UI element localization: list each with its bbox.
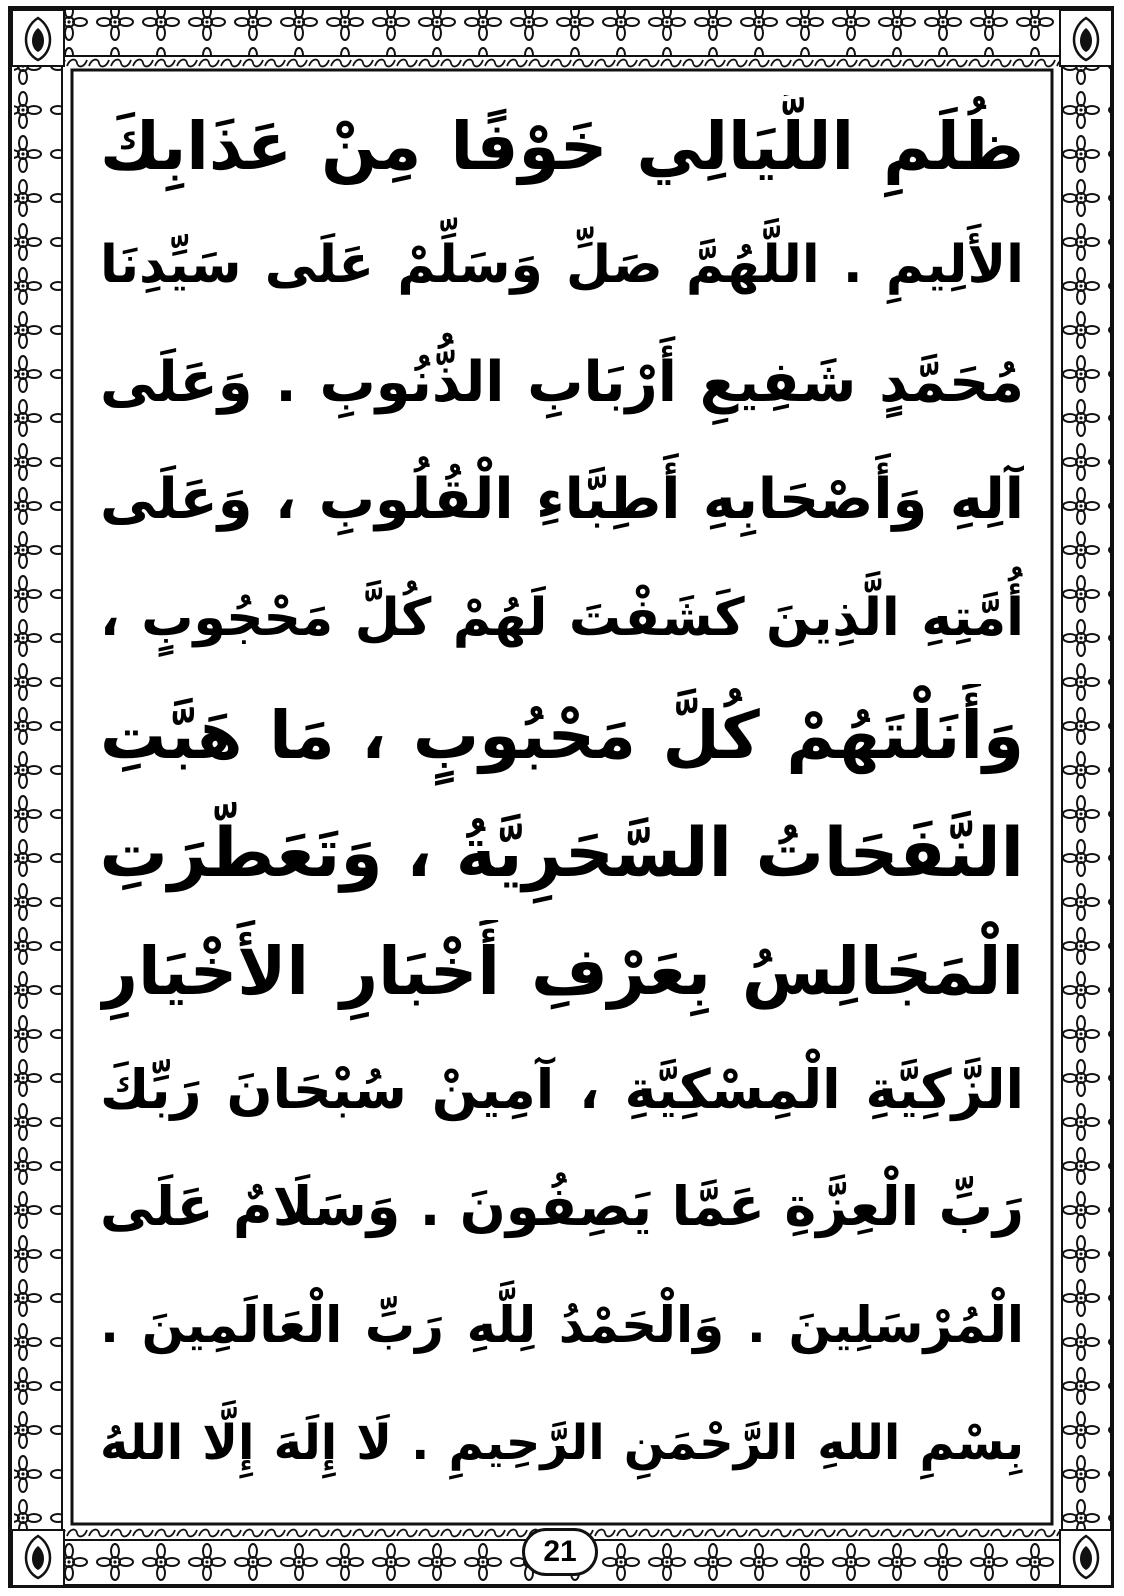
text-line: ظُلَمِ اللَّيَالِي خَوْفًا مِنْ عَذَابِكَ (100, 108, 1024, 185)
text-line: بِسْمِ اللهِ الرَّحْمَنِ الرَّحِيمِ . لَا إِلَهَ إِلَّا اللهُ (100, 1414, 1024, 1471)
text-line: وَأَنَلْتَهُمْ كُلَّ مَحْبُوبٍ ، مَا هَبَّتِ (100, 697, 1024, 775)
text-line: الْمَجَالِسُ بِعَرْفِ أَخْبَارِ الأَخْيَارِ (100, 932, 1024, 1010)
text-line: الْمُرْسَلِينَ . وَالْحَمْدُ لِلَّهِ رَبِّ الْعَالَمِينَ . (100, 1296, 1024, 1355)
text-line: الزَّكِيَّةِ الْمِسْكِيَّةِ ، آمِينْ سُبْحَانَ رَبِّكَ (100, 1057, 1024, 1121)
text-line: آلِهِ وَأَصْحَابِهِ أَطِبَّاءِ الْقُلُوبِ ، وَعَلَى (100, 467, 1024, 533)
text-line: أُمَّتِهِ الَّذِينَ كَشَفْتَ لَهُمْ كُلَّ مَحْجُوبٍ ، (100, 588, 1024, 649)
text-line: الأَلِيمِ . اللَّهُمَّ صَلِّ وَسَلِّمْ عَلَى سَيِّدِنَا (100, 234, 1024, 295)
text-line: مُحَمَّدٍ شَفِيعِ أَرْبَابِ الذُّنُوبِ . وَعَلَى (100, 349, 1024, 415)
text-line: رَبِّ الْعِزَّةِ عَمَّا يَصِفُونَ . وَسَلَامٌ عَلَى (100, 1175, 1024, 1239)
arabic-text-block (100, 95, 1024, 1495)
text-line: النَّفَحَاتُ السَّحَرِيَّةُ ، وَتَعَطَّرَتِ (100, 813, 1024, 893)
page-number: 21 (522, 1528, 598, 1576)
